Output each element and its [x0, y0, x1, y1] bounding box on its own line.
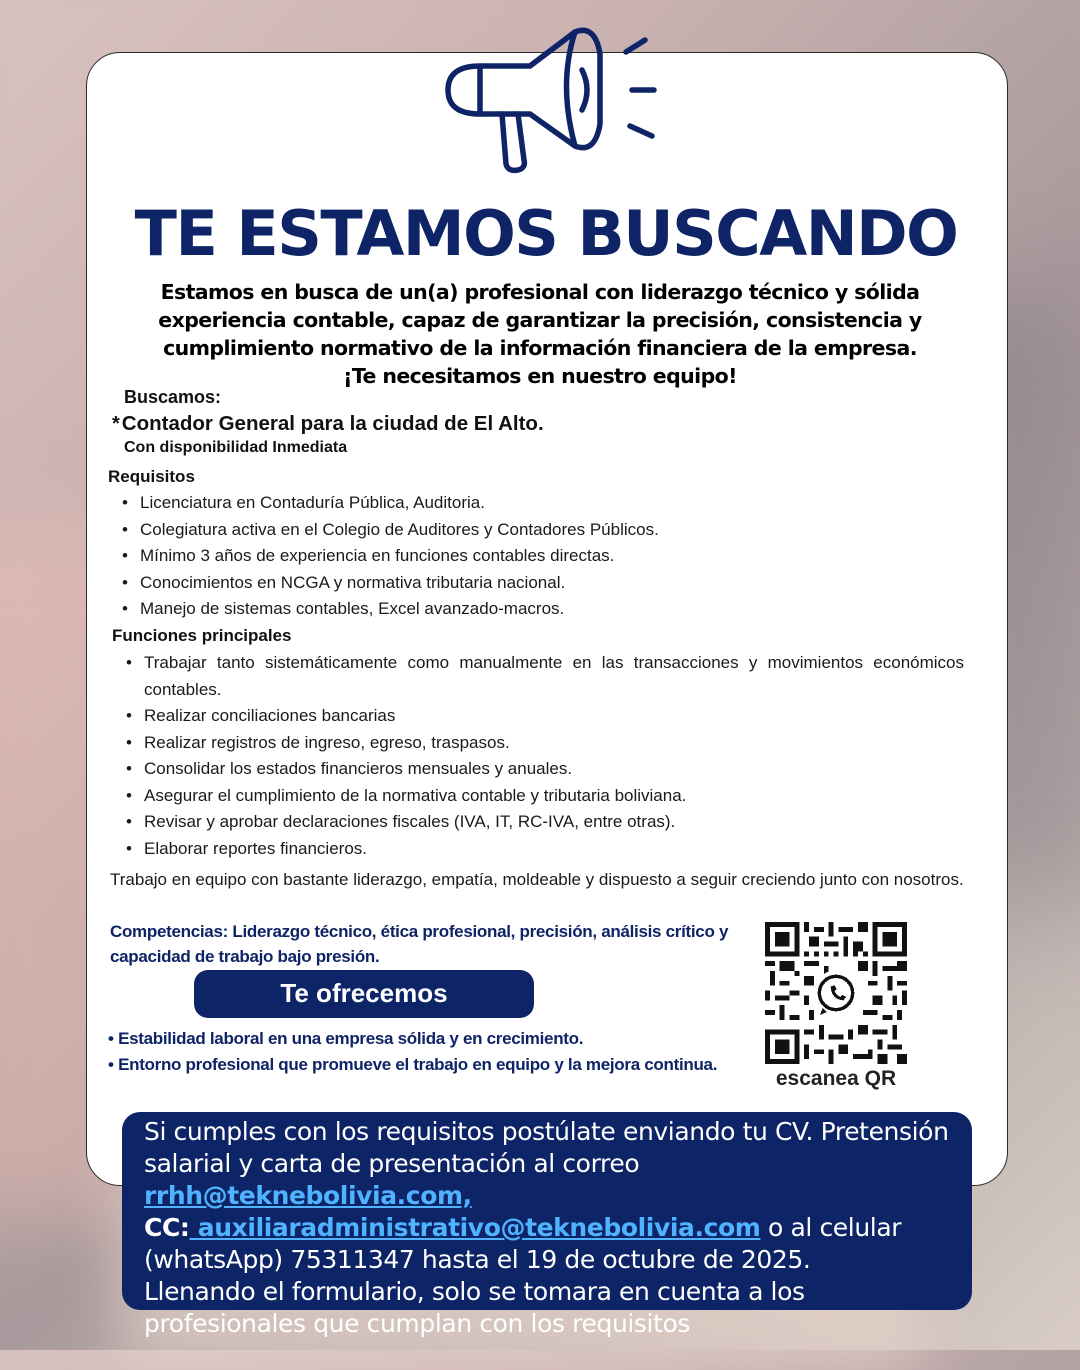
- list-item: • Conocimientos en NCGA y normativa tributaria nacional.: [120, 570, 659, 597]
- list-item: • Revisar y aprobar declaraciones fiscales (IVA, IT, RC-IVA, entre otras).: [124, 809, 964, 836]
- competencies-text: Competencias: Liderazgo técnico, ética profesional, precisión, análisis crítico y capacidad de trabajo bajo presión.: [110, 922, 729, 966]
- list-item: • Consolidar los estados financieros mensuales y anuales.: [124, 756, 964, 783]
- megaphone-icon: [440, 14, 660, 184]
- teamwork-text: Trabajo en equipo con bastante liderazgo, empatía, moldeable y dispuesto a seguir creciendo junto con nosotros.: [110, 870, 964, 889]
- functions-list: [124, 650, 964, 862]
- intro-line: cumplimiento normativo de la información financiera de la empresa.: [163, 336, 917, 360]
- whatsapp-icon: [813, 970, 858, 1015]
- list-item: • Trabajar tanto sistemáticamente como manualmente en las transacciones y movimientos económicos contables.: [124, 650, 964, 703]
- intro-line: experiencia contable, capaz de garantizar la precisión, consistencia y: [158, 308, 922, 332]
- list-item: • Mínimo 3 años de experiencia en funciones contables directas.: [120, 543, 659, 570]
- qr-label: escanea QR: [775, 1067, 897, 1090]
- list-item: • Realizar conciliaciones bancarias: [124, 703, 964, 730]
- qr-code[interactable]: [765, 922, 907, 1064]
- list-item: • Realizar registros de ingreso, egreso, traspasos.: [124, 730, 964, 757]
- list-item: • Entorno profesional que promueve el trabajo en equipo y la mejora continua.: [108, 1055, 718, 1074]
- offer-banner: Te ofrecemos: [194, 970, 534, 1018]
- functions-heading: Funciones principales: [112, 626, 292, 645]
- star-bullet: *: [112, 413, 120, 435]
- list-item: • Manejo de sistemas contables, Excel avanzado-macros.: [120, 596, 659, 623]
- position-title-text: Contador General para la ciudad de El Alto.: [121, 412, 544, 435]
- email-link-rrhh[interactable]: rrhh@teknebolivia.com,: [144, 1181, 472, 1210]
- application-line: Llenando el formulario, solo se tomara en cuenta a los profesionales que cumplan con los requisitos: [144, 1277, 805, 1338]
- application-line: Si cumples con los requisitos postúlate enviando tu CV. Pretensión salarial y carta de presentación al correo: [144, 1117, 949, 1178]
- list-item: • Licenciatura en Contaduría Pública, Auditoria.: [120, 490, 659, 517]
- list-item: • Estabilidad laboral en una empresa sólida y en crecimiento.: [108, 1029, 584, 1048]
- application-banner: [122, 1112, 972, 1338]
- buscamos-label: Buscamos:: [124, 387, 222, 407]
- intro-line: Estamos en busca de un(a) profesional con liderazgo técnico y sólida: [160, 280, 920, 304]
- application-text: [144, 1116, 964, 1340]
- list-item: • Colegiatura activa en el Colegio de Auditores y Contadores Públicos.: [120, 517, 659, 544]
- intro-text: [130, 278, 950, 390]
- cc-label: CC:: [144, 1213, 190, 1242]
- offer-list: [108, 1026, 738, 1078]
- intro-line: ¡Te necesitamos en nuestro equipo!: [343, 364, 737, 388]
- availability-text: Con disponibilidad Inmediata: [124, 439, 348, 456]
- requirements-heading: Requisitos: [108, 467, 195, 486]
- list-item: • Asegurar el cumplimiento de la normativa contable y tributaria boliviana.: [124, 783, 964, 810]
- list-item: • Elaborar reportes financieros.: [124, 836, 964, 863]
- position-title: [112, 412, 544, 436]
- requirements-list: [120, 490, 659, 623]
- application-line: o al celular (whatsApp) 75311347 hasta el 19 de octubre de 2025.: [144, 1213, 902, 1274]
- email-link-auxiliar[interactable]: auxiliaradministrativo@teknebolivia.com: [189, 1213, 761, 1242]
- page-title: TE ESTAMOS BUSCANDO: [134, 197, 958, 270]
